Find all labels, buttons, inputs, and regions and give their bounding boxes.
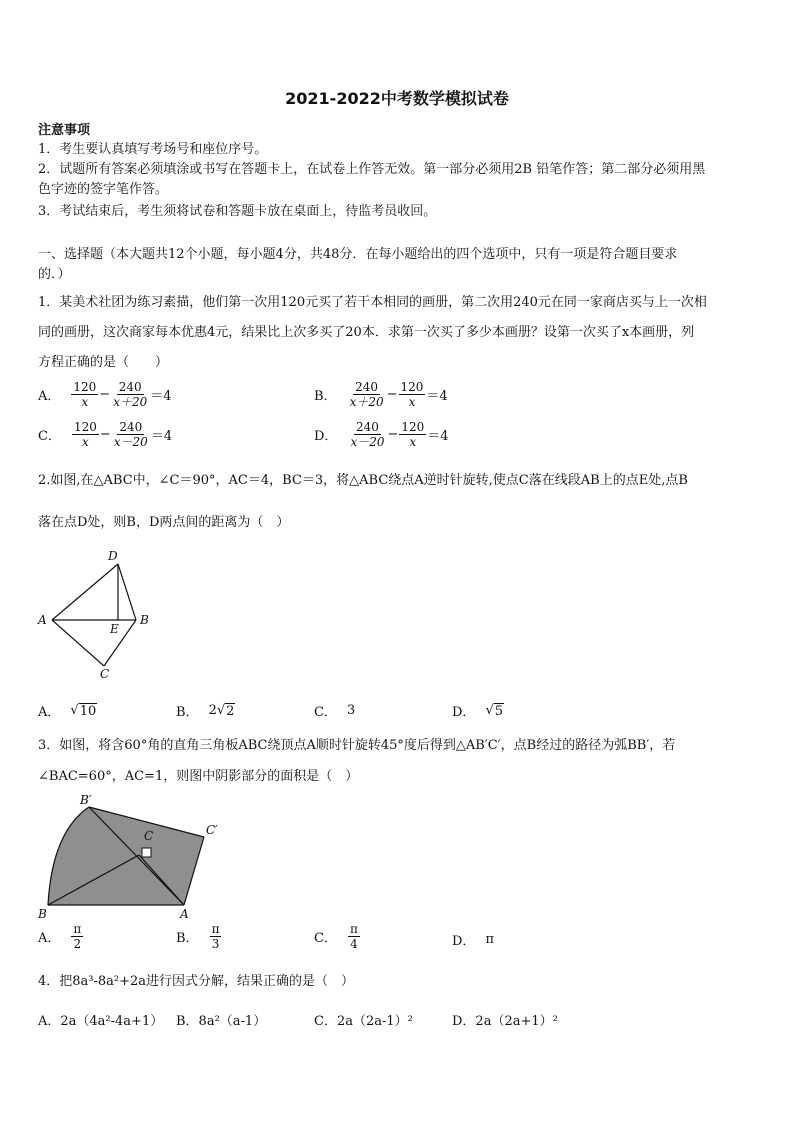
q3-option-d[interactable]: D． π bbox=[452, 932, 494, 949]
q4-stem: 4．把8a³-8a²+2a进行因式分解，结果正确的是（ ） bbox=[38, 974, 355, 989]
q1-stem: 同的画册，这次商家每本优惠4元，结果比上次多买了20本．求第一次买了多少本画册？设第一次买了x本画册，列 bbox=[38, 325, 695, 340]
q1-option-d[interactable]: D． $\frac{240}{x-20}$ − $\frac{120}{x}$ ＝4 bbox=[314, 420, 449, 449]
q2-option-d[interactable]: D． √ 5 bbox=[452, 703, 504, 720]
q1-option-c[interactable]: C． $\frac{120}{x}$ − $\frac{240}{x-20}$ ＝4 bbox=[38, 420, 173, 449]
q4-option-a[interactable]: A．2a（4a²-4a+1） bbox=[38, 1014, 164, 1029]
fraction: $\frac{\pi}{3}$ bbox=[211, 922, 220, 951]
q1-stem: 1．某美术社团为练习素描，他们第一次用120元买了若干本相同的画册，第二次用240元在同一家商店买与上一次相 bbox=[38, 295, 707, 310]
q2-stem: 落在点D处，则B，D两点间的距离为（ ） bbox=[38, 515, 290, 530]
q3-option-c[interactable] bbox=[314, 922, 361, 951]
q1-option-b[interactable]: B． $\frac{240}{x+20}$ − $\frac{120}{x}$ ＝4 bbox=[314, 380, 448, 409]
q2-figure bbox=[36, 544, 156, 684]
sqrt-sign: √ bbox=[485, 703, 494, 718]
q2-figure-lines bbox=[52, 564, 136, 666]
option-label: B． bbox=[314, 389, 337, 404]
q2-option-c[interactable]: C． 3 bbox=[314, 703, 356, 720]
fraction: $\frac{120}{x}$ bbox=[401, 420, 425, 449]
notice-item: 色字迹的签字笔作答。 bbox=[38, 182, 169, 197]
q2-option-b[interactable]: B． 2 √ 2 bbox=[176, 703, 235, 720]
option-label: B． bbox=[176, 931, 199, 946]
page-title: 2021-2022中考数学模拟试卷 bbox=[285, 89, 509, 108]
label-c: C bbox=[100, 667, 110, 681]
q2-option-a[interactable]: A． √ 10 bbox=[38, 703, 97, 720]
label-b: B bbox=[140, 613, 149, 627]
q3-figure bbox=[34, 790, 234, 920]
label-e: E bbox=[110, 622, 119, 636]
option-label: C． bbox=[314, 705, 337, 720]
label-b: B bbox=[38, 907, 47, 920]
q3-option-a[interactable] bbox=[38, 922, 84, 951]
option-label: B． bbox=[176, 705, 199, 720]
option-label: D． bbox=[452, 934, 476, 949]
label-a: A bbox=[180, 907, 189, 920]
fraction: $\frac{\pi}{4}$ bbox=[349, 922, 358, 951]
option-label: D． bbox=[452, 705, 476, 720]
q3-option-b[interactable] bbox=[176, 922, 222, 951]
option-label: C． bbox=[314, 931, 337, 946]
segment-db bbox=[118, 564, 136, 620]
fraction: $\frac{120}{x}$ bbox=[73, 420, 97, 449]
section-heading-cont: 的．） bbox=[38, 267, 71, 282]
q1-option-a[interactable]: A． $\frac{120}{x}$ − $\frac{240}{x+20}$ ＝4 bbox=[38, 380, 172, 409]
q1-stem: 方程正确的是（ ） bbox=[38, 355, 169, 370]
option-label: D． bbox=[314, 429, 338, 444]
q4-option-b[interactable]: B．8a²（a-1） bbox=[176, 1014, 267, 1029]
fraction: $\frac{240}{x+20}$ bbox=[349, 380, 384, 409]
segment-ad bbox=[52, 564, 118, 620]
option-label: C． bbox=[38, 429, 61, 444]
label-c-prime: C′ bbox=[206, 823, 218, 837]
q3-stem: ∠BAC=60°，AC=1，则图中阴影部分的面积是（ ） bbox=[38, 769, 359, 784]
option-label: A． bbox=[38, 389, 61, 404]
sqrt-sign: √ bbox=[70, 703, 79, 718]
q3-stem: 3．如图，将含60°角的直角三角板ABC绕顶点A顺时针旋转45°度后得到△AB′C′，点B经过的路径为弧BB′，若 bbox=[38, 738, 676, 753]
segment-cb bbox=[104, 620, 136, 666]
right-angle-marker bbox=[142, 848, 151, 857]
option-label: A． bbox=[38, 931, 61, 946]
q4-option-c[interactable]: C．2a（2a-1）² bbox=[314, 1014, 413, 1029]
fraction: $\frac{120}{x}$ bbox=[73, 380, 97, 409]
label-b-prime: B′ bbox=[80, 793, 92, 807]
label-a: A bbox=[38, 613, 47, 627]
section-heading: 一、选择题（本大题共12个小题，每小题4分，共48分．在每小题给出的四个选项中，只有一项是符合题目要求 bbox=[38, 247, 678, 262]
notice-item: 1．考生要认真填写考场号和座位序号。 bbox=[38, 142, 268, 157]
label-c: C bbox=[144, 829, 154, 843]
notice-item: 3．考试结束后，考生须将试卷和答题卡放在桌面上，待监考员收回。 bbox=[38, 204, 437, 219]
fraction: $\frac{240}{x+20}$ bbox=[113, 380, 148, 409]
q2-stem: 2.如图,在△ABC中，∠C＝90°，AC＝4，BC＝3，将△ABC绕点A逆时针旋转,使点C落在线段AB上的点E处,点B bbox=[38, 473, 688, 488]
notice-heading: 注意事项 bbox=[38, 123, 91, 138]
notice-item: 2．试题所有答案必须填涂或书写在答题卡上，在试卷上作答无效。第一部分必须用2B 铅笔作答；第二部分必须用黑 bbox=[38, 162, 706, 177]
fraction: $\frac{\pi}{2}$ bbox=[73, 922, 82, 951]
fraction: $\frac{240}{x-20}$ bbox=[113, 420, 148, 449]
label-d: D bbox=[108, 549, 118, 563]
option-label: A． bbox=[38, 705, 61, 720]
fraction: $\frac{240}{x-20}$ bbox=[350, 420, 385, 449]
q4-option-d[interactable]: D．2a（2a+1）² bbox=[452, 1014, 558, 1029]
segment-ac bbox=[52, 620, 104, 666]
sqrt-sign: √ bbox=[216, 703, 226, 718]
fraction: $\frac{120}{x}$ bbox=[400, 380, 424, 409]
